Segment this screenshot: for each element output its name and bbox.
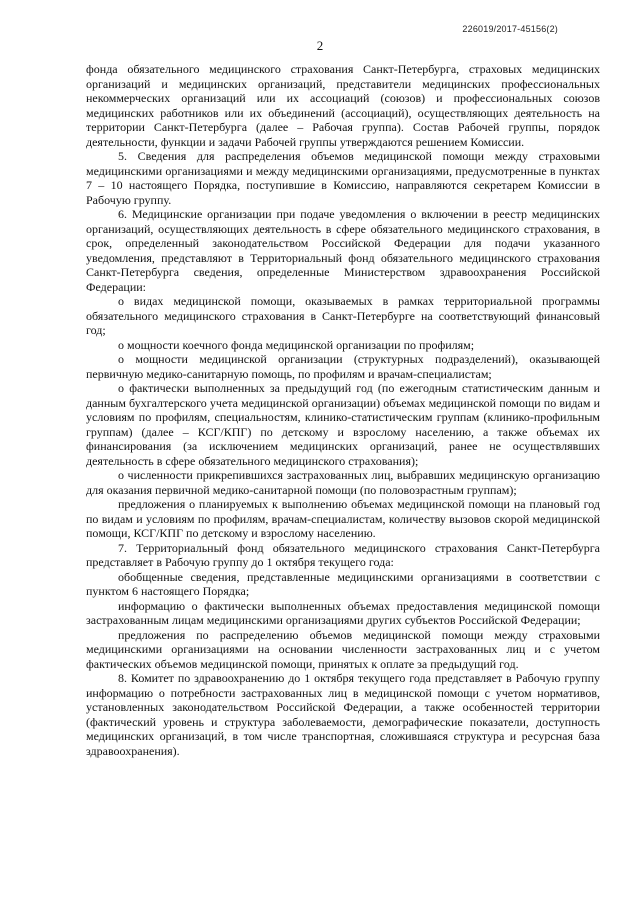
paragraph: предложения по распределению объемов медицинской помощи между страховыми медицинскими организациями на основании численности застрахованных лиц и с учетом фактических объемов медицинской помощи, принятых к оплате за предыдущий год. (86, 627, 600, 671)
paragraph: о фактически выполненных за предыдущий год (по ежегодным статистическим данным и данным бухгалтерского учета медицинской организации) объемах медицинской помощи по видам и условиям по профилям, специальностям, клинико-статистическим группам (клинико-профильным группам) (далее – КСГ/КПГ) по детскому и взрослому населению, а также объемах их финансирования (за исключением медицинских организаций, ранее не осуществлявших деятельность в сфере обязательного медицинского страхования); (86, 381, 600, 468)
paragraph: обобщенные сведения, представленные медицинскими организациями в соответствии с пунктом 6 настоящего Порядка; (86, 569, 600, 598)
paragraph: 8. Комитет по здравоохранению до 1 октября текущего года представляет в Рабочую группу информацию о потребности застрахованных лиц в медицинской помощи с учетом нормативов, установленных законодательством Российской Федерации, а также особенностей территории (фактический уровень и структура заболеваемости, демографические показатели, доступность медицинских организаций, в том числе транспортная, сложившаяся структура и ресурсная база здравоохранения). (86, 671, 600, 758)
page-number: 2 (316, 38, 324, 53)
paragraph: 7. Территориальный фонд обязательного медицинского страхования Санкт-Петербурга представляет в Рабочую группу до 1 октября текущего года: (86, 540, 600, 569)
paragraph: о видах медицинской помощи, оказываемых в рамках территориальной программы обязательного медицинского страхования в Санкт-Петербурге на соответствующий финансовый год; (86, 294, 600, 337)
paragraph: 5. Сведения для распределения объемов медицинской помощи между страховыми медицинскими организациями и между медицинскими организациями, предусмотренные в пунктах 7 – 10 настоящего Порядка, поступившие в Комиссию, направляются секретарем Комиссии в Рабочую группу. (86, 149, 600, 207)
paragraph: предложения о планируемых к выполнению объемах медицинской помощи на плановый год по видам и условиям по профилям, врачам-специалистам, количеству вызовов скорой медицинской помощи, КСГ/КПГ по детскому и взрослому населению. (86, 497, 600, 540)
document-body (86, 62, 600, 758)
document-id: 226019/2017-45156(2) (462, 24, 558, 34)
paragraph: о мощности медицинской организации (структурных подразделений), оказывающей первичную медико-санитарную помощь, по профилям и врачам-специалистам; (86, 352, 600, 381)
paragraph: о мощности коечного фонда медицинской организации по профилям; (118, 337, 475, 352)
paragraph: о численности прикрепившихся застрахованных лиц, выбравших медицинскую организацию для оказания первичной медико-санитарной помощи (по половозрастным группам); (86, 468, 600, 497)
paragraph: информацию о фактически выполненных объемах предоставления медицинской помощи застрахованным лицам медицинскими организациями других субъектов Российской Федерации; (86, 598, 600, 627)
paragraph: 6. Медицинские организации при подаче уведомления о включении в реестр медицинских организаций, осуществляющих деятельность в сфере обязательного медицинского страхования, в срок, определенный законодательством Российской Федерации для подачи указанного уведомления, представляют в Территориальный фонд обязательного медицинского страхования Санкт-Петербурга сведения, определенные Министерством здравоохранения Российской Федерации: (86, 207, 600, 294)
paragraph: фонда обязательного медицинского страхования Санкт-Петербурга, страховых медицинских организаций и медицинских организаций, представители медицинских профессиональных некоммерческих организаций или их ассоциаций (союзов) и профессиональных союзов медицинских работников или их объединений (ассоциаций), осуществляющих деятельность на территории Санкт-Петербурга (далее – Рабочая группа). Состав Рабочей группы, порядок деятельности, функции и задачи Рабочей группы утверждаются решением Комиссии. (86, 62, 600, 149)
